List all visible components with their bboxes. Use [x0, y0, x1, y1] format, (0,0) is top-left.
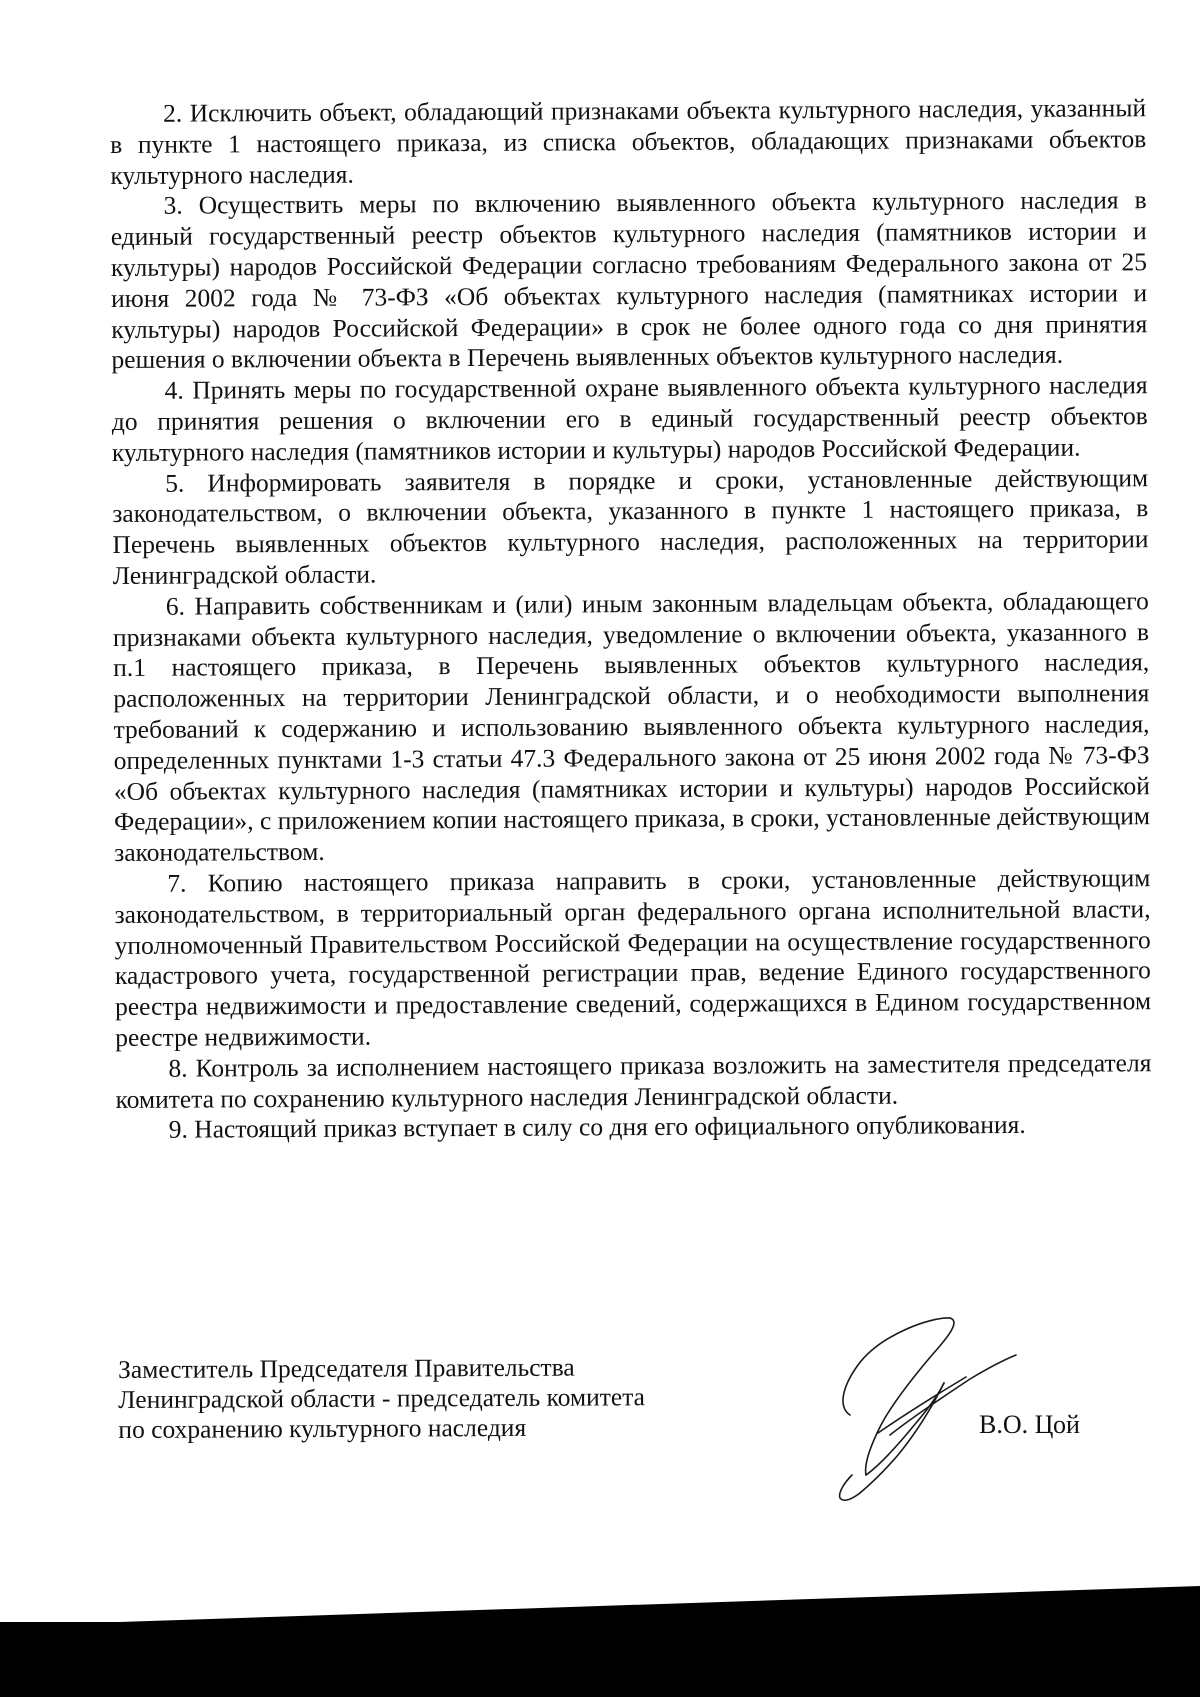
- order-item-3: 3. Осуществить меры по включению выявленного объекта культурного наследия в единый государственный реестр объектов культурного наследия (памятников истории и культуры) народов Российской Федерации согласно требованиям Федерального закона от 25 июня 2002 года № 73-ФЗ «Об объектах культурного наследия (памятниках истории и культуры) народов Российской Федерации» в срок не более одного года со дня принятия решения о включении объекта в Перечень выявленных объектов культурного наследия.: [110, 185, 1148, 375]
- scan-edge: [0, 1586, 1200, 1626]
- order-item-2: 2. Исключить объект, обладающий признаками объекта культурного наследия, указанный в пункте 1 настоящего приказа, из списка объектов, обладающих признаками объектов культурного наследия.: [110, 93, 1147, 190]
- order-item-8: 8. Контроль за исполнением настоящего приказа возложить на заместителя председателя комитета по сохранению культурного наследия Ленинградской области.: [115, 1047, 1152, 1114]
- signatory-title: [118, 1352, 645, 1445]
- order-item-4: 4. Принять меры по государственной охране выявленного объекта культурного наследия до принятия решения о включении его в единый государственный реестр объектов культурного наследия (памятников истории и культуры) народов Российской Федерации.: [111, 370, 1148, 467]
- order-item-6: 6. Направить собственникам и (или) иным законным владельцам объекта, обладающего признаками объекта культурного наследия, уведомление о включении объекта, указанного в п.1 настоящего приказа, в Перечень выявленных объектов культурного наследия, расположенных на территории Ленинградской области, и о необходимости выполнения требований к содержанию и использованию выявленного объекта культурного наследия, определенных пунктами 1-3 статьи 47.3 Федерального закона от 25 июня 2002 года № 73-ФЗ «Об объектах культурного наследия (памятниках истории и культуры) народов Российской Федерации», с приложением копии настоящего приказа, в сроки, установленные действующим законодательством.: [112, 585, 1151, 868]
- order-body: [110, 93, 1152, 1146]
- order-item-9: 9. Настоящий приказ вступает в силу со дня его официального опубликования.: [168, 1110, 1026, 1144]
- signatory-title-line-3: по сохранению культурного наследия: [118, 1412, 527, 1444]
- signatory-title-line-2: Ленинградской области - председатель комитета: [118, 1382, 646, 1414]
- order-item-5: 5. Информировать заявителя в порядке и сроки, установленные действующим законодательством, о включении объекта, указанного в пункте 1 настоящего приказа, в Перечень выявленных объектов культурного наследия, расположенных на территории Ленинградской области.: [112, 462, 1149, 590]
- scan-border: [0, 1622, 1200, 1697]
- signatory-title-line-1: Заместитель Председателя Правительства: [118, 1352, 575, 1384]
- signatory-name: В.О. Цой: [979, 1410, 1080, 1439]
- order-item-7: 7. Копию настоящего приказа направить в сроки, установленные действующим законодательством, в территориальный орган федерального органа исполнительной власти, уполномоченный Правительством Российской Федерации на осуществление государственного кадастрового учета, государственной регистрации прав, ведение Единого государственного реестра недвижимости и предоставление сведений, содержащихся в Едином государственном реестре недвижимости.: [114, 863, 1152, 1052]
